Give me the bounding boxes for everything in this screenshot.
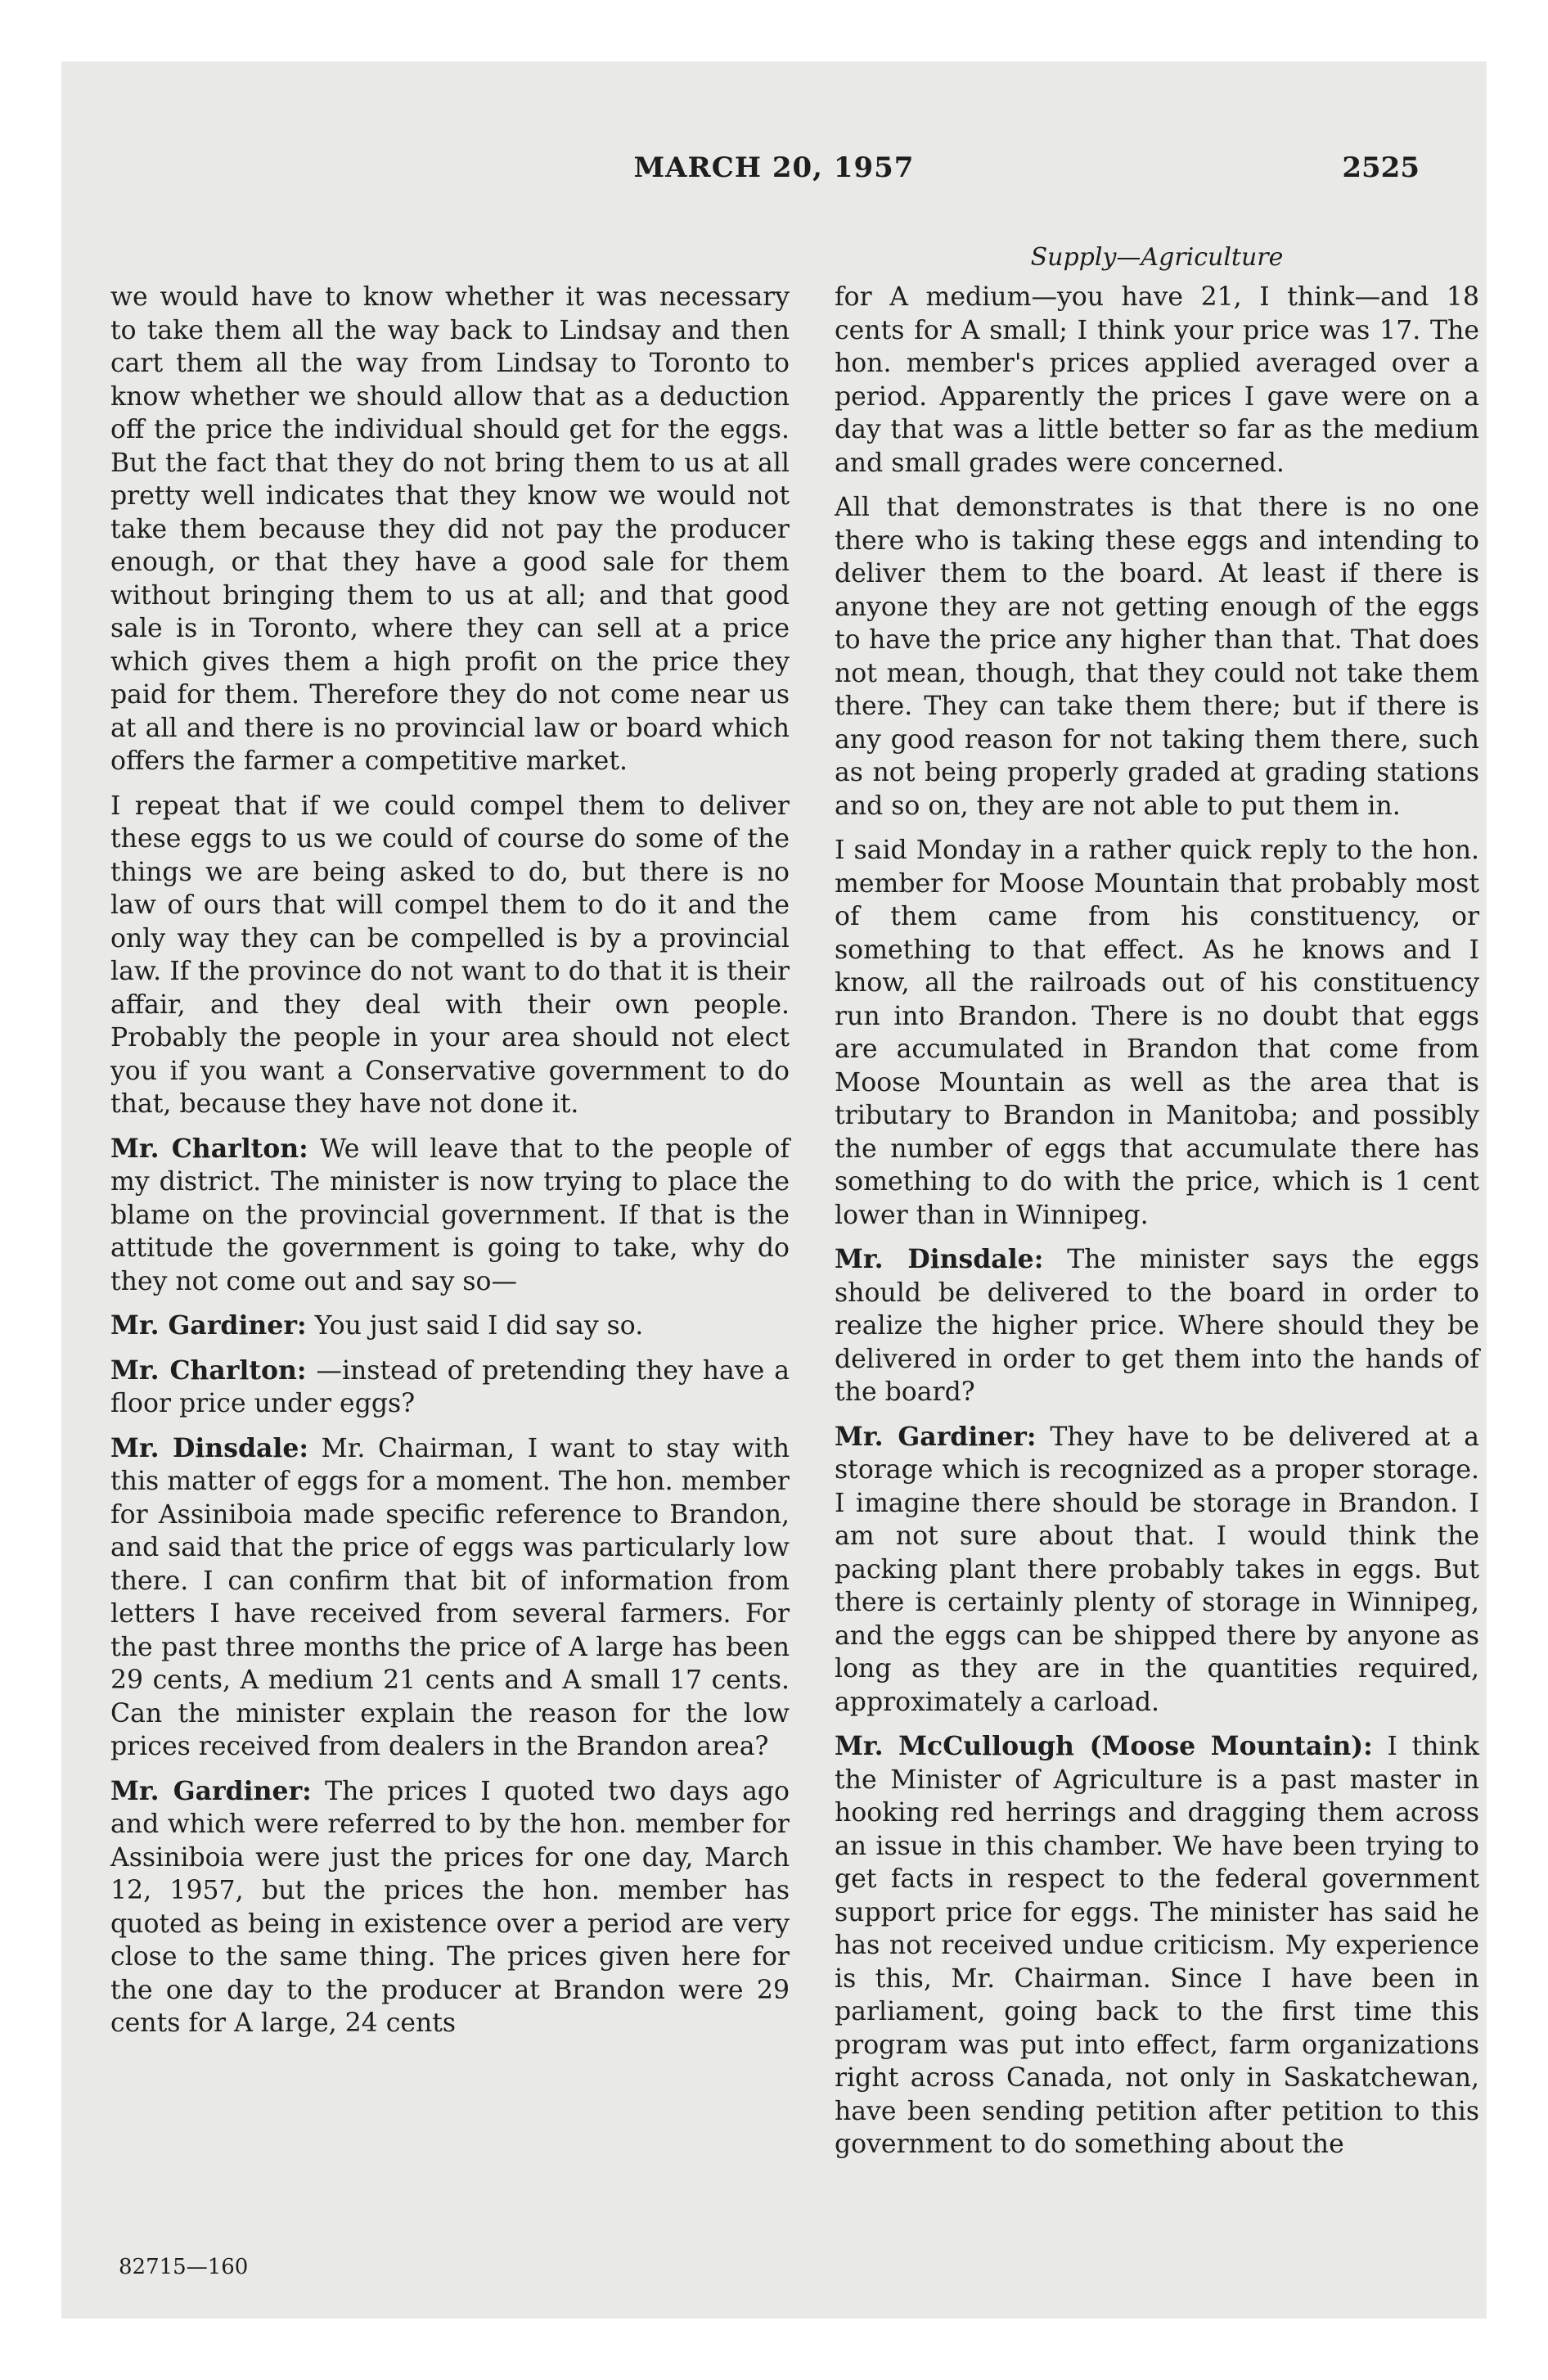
paragraph (110, 790, 790, 1121)
paragraph (110, 1775, 790, 2040)
paragraph-text: Mr. Chairman, I want to stay with this matter of eggs for a moment. The hon. member for Assiniboia made specific reference to Brandon, and said that the price of eggs was particularly low there. I can confirm that bit of information from letters I have received from several farmers. For the past three months the price of A large has been 29 cents, A medium 21 cents and A small 17 cents. Can the minister explain the reason for the low prices received from dealers in the Brandon area? (110, 1433, 790, 1761)
speaker: Mr. Charlton: (110, 1133, 308, 1164)
paragraph (110, 1309, 790, 1343)
paragraph (835, 834, 1479, 1232)
speaker: Mr. McCullough (Moose Mountain): (835, 1731, 1373, 1761)
paragraph-text: we would have to know whether it was necessary to take them all the way back to Lindsay and then cart them all the way from Lindsay to Toronto to know whether we should allow that as a deduction off the price the individual should get for the eggs. But the fact that they do not bring them to us at all pretty well indicates that they know we would not take them because they did not pay the producer enough, or that they have a good sale for them without bringing them to us at all; and that good sale is in Toronto, where they can sell at a price which gives them a high profit on the price they paid for them. Therefore they do not come near us at all and there is no provincial law or board which offers the farmer a competitive market. (110, 282, 790, 776)
paragraph (835, 491, 1479, 823)
paragraph-text: —instead of pretending they have a floor price under eggs? (110, 1355, 790, 1418)
running-title: Supply—Agriculture (1030, 243, 1284, 272)
speaker: Mr. Dinsdale: (835, 1244, 1044, 1274)
paragraph-text: I said Monday in a rather quick reply to the hon. member for Moose Mountain that probably most of them came from his constituency, or something to that effect. As he knows and I know, all the railroads out of his constituency run into Brandon. There is no doubt that eggs are accumulated in Brandon that come from Moose Mountain as well as the area that is tributary to Brandon in Manitoba; and possibly the number of eggs that accumulate there has something to do with the price, which is 1 cent lower than in Winnipeg. (835, 836, 1479, 1230)
left-column (110, 281, 790, 2052)
paragraph (110, 1355, 790, 1421)
page-number: 2525 (1342, 151, 1420, 184)
paragraph (835, 281, 1479, 480)
paragraph-text: I repeat that if we could compel them to deliver these eggs to us we could of course do some of the things we are being asked to do, but there is no law of ours that will compel them to do it and the only way they can be compelled is by a provincial law. If the province do not want to do that it is their affair, and they deal with their own people. Probably the people in your area should not elect you if you want a Conservative government to do that, because they have not done it. (110, 791, 790, 1119)
speaker: Mr. Gardiner: (835, 1421, 1037, 1452)
paragraph (835, 1421, 1479, 1720)
right-column (835, 281, 1479, 2173)
paragraph (110, 1432, 790, 1764)
speaker: Mr. Gardiner: (110, 1775, 312, 1806)
paragraph-text: The minister says the eggs should be delivered to the board in order to realize the higher price. Where should they be delivered in order to get them into the hands of the board? (835, 1245, 1480, 1407)
paragraph-text: All that demonstrates is that there is no one there who is taking these eggs and intending to deliver them to the board. At least if there is anyone they are not getting enough of the eggs to have the price any higher than that. That does not mean, though, that they could not take them there. They can take them there; but if there is any good reason for not taking them there, such as not being properly graded at grading stations and so on, they are not able to put them in. (835, 493, 1479, 821)
scanned-page (61, 61, 1487, 2319)
page-header (61, 151, 1487, 192)
paragraph-text: We will leave that to the people of my district. The minister is now trying to place the blame on the provincial government. If that is the attitude the government is going to take, why do they not come out and say so— (110, 1134, 790, 1296)
paragraph-text: I think the Minister of Agriculture is a past master in hooking red herrings and dragging them across an issue in this chamber. We have been trying to get facts in respect to the federal government support price for eggs. The minister has said he has not received undue criticism. My experience is this, Mr. Chairman. Since I have been in parliament, going back to the first time this program was put into effect, farm organizations right across Canada, not only in Saskatchewan, have been sending petition after petition to this government to do something about the (835, 1732, 1479, 2159)
paragraph (110, 281, 790, 778)
speaker: Mr. Gardiner: (110, 1310, 307, 1341)
speaker: Mr. Dinsdale: (110, 1432, 309, 1463)
paragraph-text: The prices I quoted two days ago and which were referred to by the hon. member for Assiniboia were just the prices for one day, March 12, 1957, but the prices the hon. member has quoted as being in existence over a period are very close to the same thing. The prices given here for the one day to the producer at Brandon were 29 cents for A large, 24 cents (110, 1776, 790, 2038)
speaker: Mr. Charlton: (110, 1355, 307, 1386)
paragraph-text: They have to be delivered at a storage which is recognized as a proper storage. I imagine there should be storage in Brandon. I am not sure about that. I would think the packing plant there probably takes in eggs. But there is certainly plenty of storage in Winnipeg, and the eggs can be shipped there by anyone as long as they are in the quantities required, approximately a carload. (835, 1422, 1479, 1717)
paragraph (110, 1133, 790, 1299)
footer-code: 82715—160 (119, 2255, 249, 2279)
paragraph (835, 1243, 1479, 1409)
paragraph-text: You just said I did say so. (314, 1311, 644, 1341)
page-date: MARCH 20, 1957 (633, 151, 915, 184)
paragraph-text: for A medium—you have 21, I think—and 18 cents for A small; I think your price was 17. The hon. member's prices applied averaged over a period. Apparently the prices I gave were on a day that was a little better so far as the medium and small grades were concerned. (835, 282, 1479, 478)
paragraph (835, 1730, 1479, 2161)
